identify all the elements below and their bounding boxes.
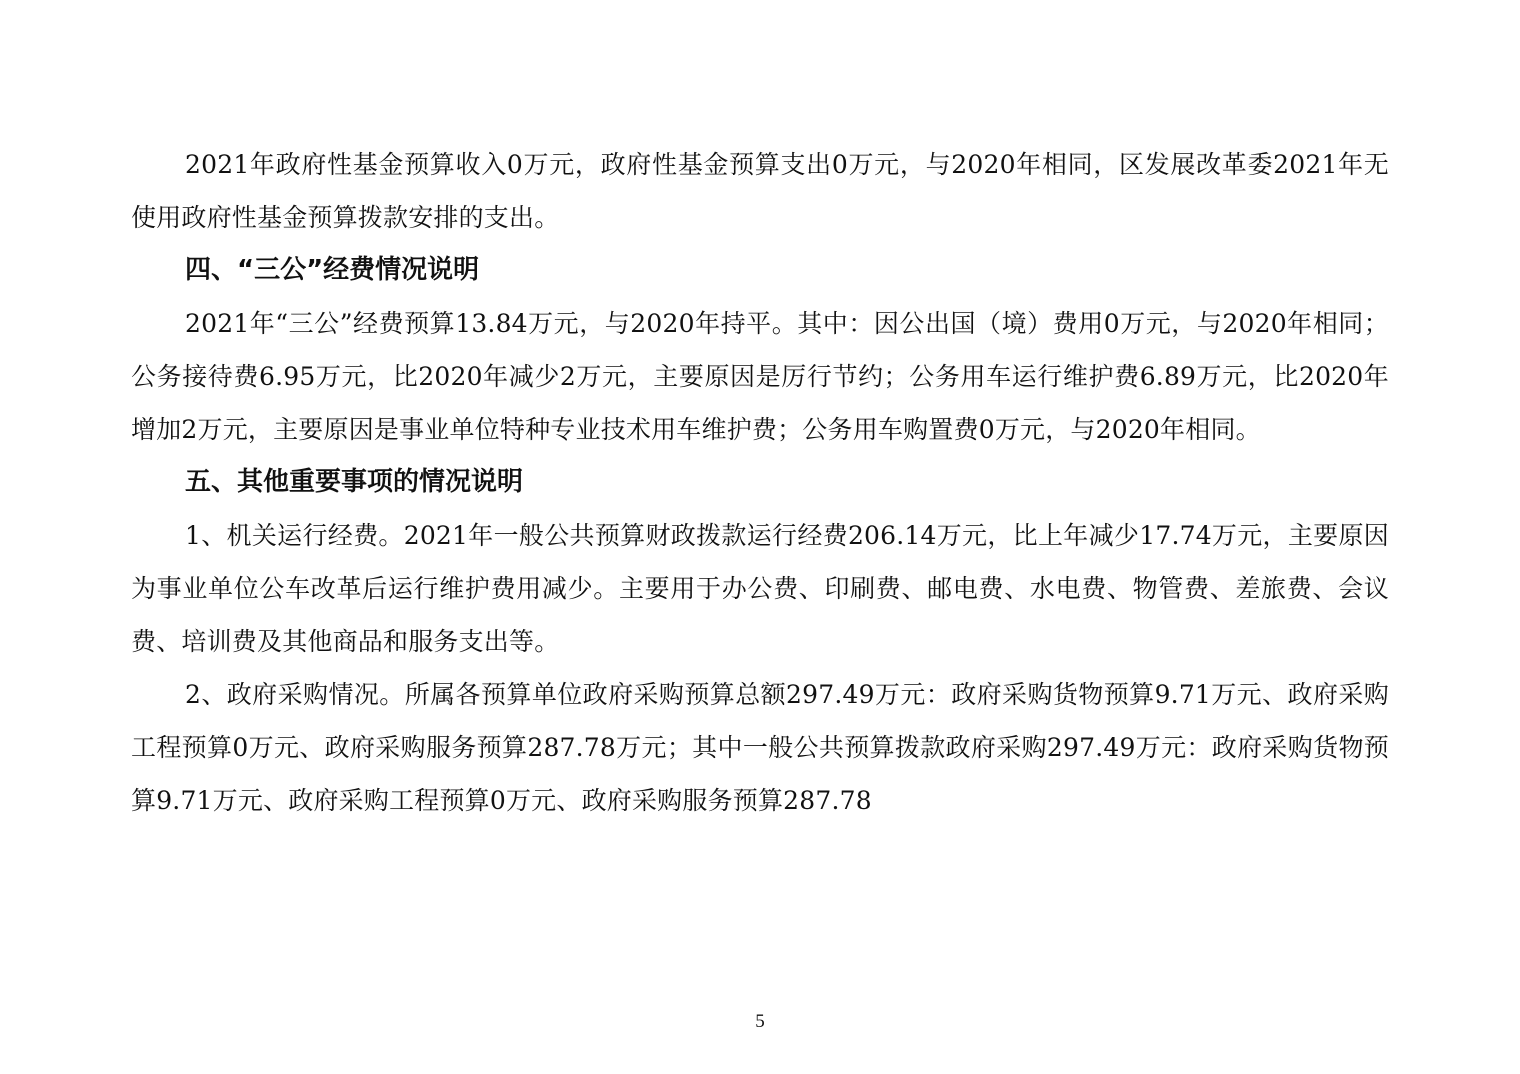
paragraph-government-fund: 2021年政府性基金预算收入0万元，政府性基金预算支出0万元，与2020年相同，区发展改革委2021年无使用政府性基金预算拨款安排的支出。 (131, 150, 1389, 232)
page-content (131, 138, 1389, 827)
section-heading-other-matters: 五、其他重要事项的情况说明 (185, 467, 524, 497)
paragraph-government-procurement: 2、政府采购情况。所属各预算单位政府采购预算总额297.49万元：政府采购货物预算9.71万元、政府采购工程预算0万元、政府采购服务预算287.78万元；其中一般公共预算拨款政府采购297.49万元：政府采购货物预算9.71万元、政府采购工程预算0万元、政府采购服务预算287.78 (131, 680, 1389, 815)
section-heading-three-public: 四、“三公”经费情况说明 (185, 255, 480, 285)
paragraph-operating-expenses: 1、机关运行经费。2021年一般公共预算财政拨款运行经费206.14万元，比上年减少17.74万元，主要原因为事业单位公车改革后运行维护费用减少。主要用于办公费、印刷费、邮电费、水电费、物管费、差旅费、会议费、培训费及其他商品和服务支出等。 (131, 521, 1389, 656)
paragraph-three-public-expenses: 2021年“三公”经费预算13.84万元，与2020年持平。其中：因公出国（境）费用0万元，与2020年相同；公务接待费6.95万元，比2020年减少2万元，主要原因是厉行节约；公务用车运行维护费6.89万元，比2020年增加2万元，主要原因是事业单位特种专业技术用车维护费；公务用车购置费0万元，与2020年相同。 (131, 309, 1389, 444)
page-number: 5 (755, 1011, 765, 1032)
